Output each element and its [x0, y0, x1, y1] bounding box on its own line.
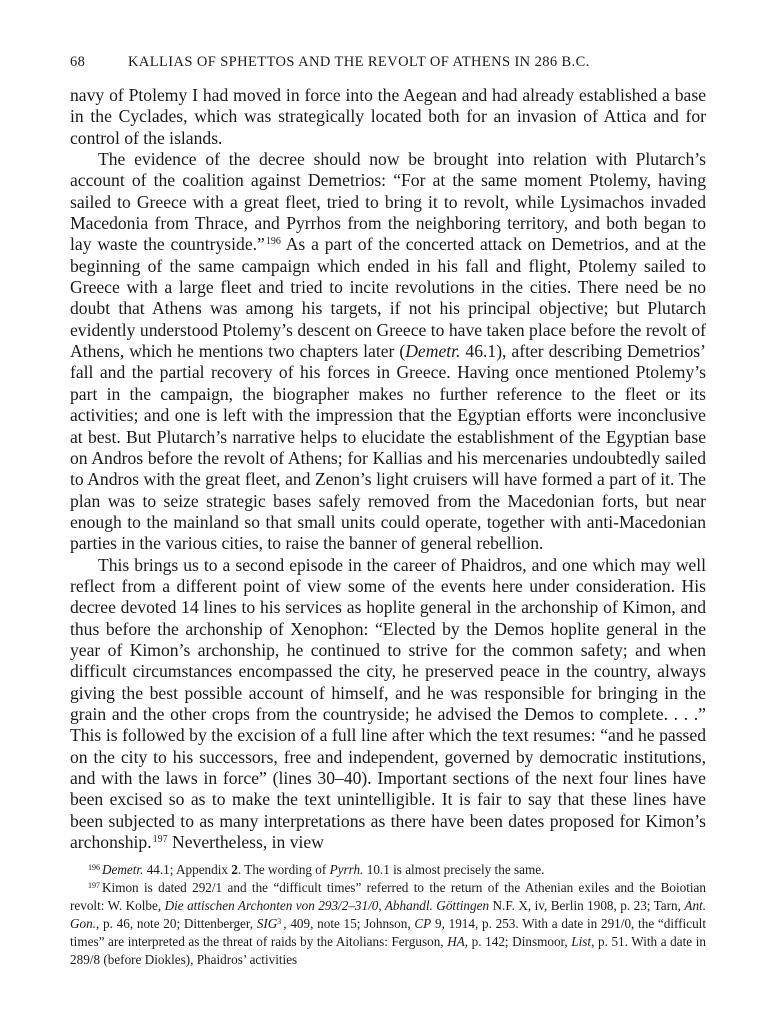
footnotes [70, 861, 706, 969]
running-title: KALLIAS OF SPHETTOS AND THE REVOLT OF ATHENS IN 286 B.C. [128, 54, 590, 70]
footnote-marker: 196 [88, 863, 100, 873]
italic-citation: Die attischen Archonten von 293/2–31/0, Abhandl. Göttingen [164, 898, 490, 914]
text-run: 10.1 is almost precisely the same. [363, 862, 545, 878]
italic-citation: Pyrrh. [329, 862, 364, 878]
paragraph-1 [70, 85, 706, 149]
italic-citation: List [571, 934, 592, 950]
italic-citation: Demetr. [405, 341, 461, 362]
footnote-marker: 197 [152, 834, 168, 846]
footnote-197 [70, 879, 706, 969]
main-text [70, 85, 706, 853]
text-run: Nevertheless, in view [167, 832, 324, 853]
italic-citation: HA [447, 934, 465, 950]
footnote-marker: 196 [265, 236, 281, 248]
paragraph-3 [70, 555, 706, 854]
text-run: As a part of the concerted attack on Demetrios, and at the beginning of the same campaign which ended in his fall and flight, Ptolemy sailed to Greece with a large fleet and tried to incite revolutions in the cities. There need be no doubt that Athens was among his targets, if not his principal objective; but Plutarch evidently understood Ptolemy’s descent on Greece to have taken place before the revolt of Athens, which he mentions two chapters later ( [70, 234, 706, 362]
text-run: 46.1), after describing Demetrios’ fall and the partial recovery of his forces in Greece. Having once mentioned Ptolemy’s part in the campaign, the biographer makes no further reference to the fleet or its activities; and one is left with the impression that the Egyptian efforts were inconclusive at best. But Plutarch’s narrative helps to elucidate the establishment of the Egyptian base on Andros before the revolt of Athens; for Kallias and his mercenaries undoubtedly sailed to Andros with the great fleet, and Zenon’s light cruisers will have formed a part of it. The plan was to seize strategic bases safely removed from the Macedonian forts, but near enough to the mainland so that small units could operate, together with anti-Macedonian parties in the various cities, to raise the banner of general rebellion. [70, 341, 706, 554]
text-run: The evidence of the decree should now be brought into relation with Plutarch’s account of the coalition against Demetrios: “For at the same moment Ptolemy, having sailed to Greece with a great fleet, tried to bring it to revolt, while Lysimachos invaded Macedonia from Thrace, and Pyrrhos from the neighboring territory, and both began to lay waste the countryside.” [70, 149, 706, 255]
text-run: 9, 1914, p. 253. With a date in 291/0, the “difficult times” are interpreted as the threat of raids by the Aitolians: Ferguson, [70, 916, 706, 950]
text-run: navy of Ptolemy I had moved in force into the Aegean and had already established a base in the Cyclades, which was strategically located both for an invasion of Attica and for control of the islands. [70, 85, 706, 148]
text-run: , p. 51. With a date in 289/8 (before Diokles), Phaidros’ activities [70, 934, 706, 968]
italic-citation: Ant. Gon. [70, 898, 707, 932]
text-run: 44.1; Appendix [143, 862, 232, 878]
footnote-marker: 197 [88, 881, 100, 891]
italic-citation: SIG [256, 916, 278, 932]
italic-citation: CP [414, 916, 432, 932]
text-run: Kimon is dated 292/1 and the “difficult times” referred to the return of the Athenian exiles and the Boiotian revolt: W. Kolbe, [70, 880, 706, 914]
text-run: N.F. X, iv, Berlin 1908, p. 23; Tarn, [489, 898, 685, 914]
text-run: , 409, note 15; Johnson, [283, 916, 415, 932]
bold-ref: 2 [231, 862, 238, 878]
page [70, 54, 706, 969]
footnote-196 [70, 861, 706, 879]
text-run: . The wording of [237, 862, 330, 878]
italic-citation: Demetr. [102, 862, 144, 878]
running-header [70, 54, 706, 71]
text-run: , p. 46, note 20; Dittenberger, [96, 916, 257, 932]
text-run: , p. 142; Dinsmoor, [464, 934, 572, 950]
page-number: 68 [70, 54, 86, 70]
footnote-marker: 3 [277, 917, 282, 927]
paragraph-2 [70, 149, 706, 555]
text-run: This brings us to a second episode in the career of Phaidros, and one which may well reflect from a different point of view some of the events here under consideration. His decree devoted 14 lines to his services as hoplite general in the archonship of Kimon, and thus before the archonship of Xenophon: “Elected by the Demos hoplite general in the year of Kimon’s archonship, he continued to strive for the common safety; and when difficult circumstances encompassed the city, he preserved peace in the country, always giving the best possible account of himself, and he was responsible for bringing in the grain and the other crops from the countryside; he advised the Demos to complete. . . .” This is followed by the excision of a full line after which the text resumes: “and he passed on the city to his successors, free and independent, governed by democratic institutions, and with the laws in force” (lines 30–40). Important sections of the next four lines have been excised so as to make the text unintelligible. It is fair to say that these lines have been subjected to as many interpretations as there have been dates proposed for Kimon’s archonship. [70, 554, 706, 853]
